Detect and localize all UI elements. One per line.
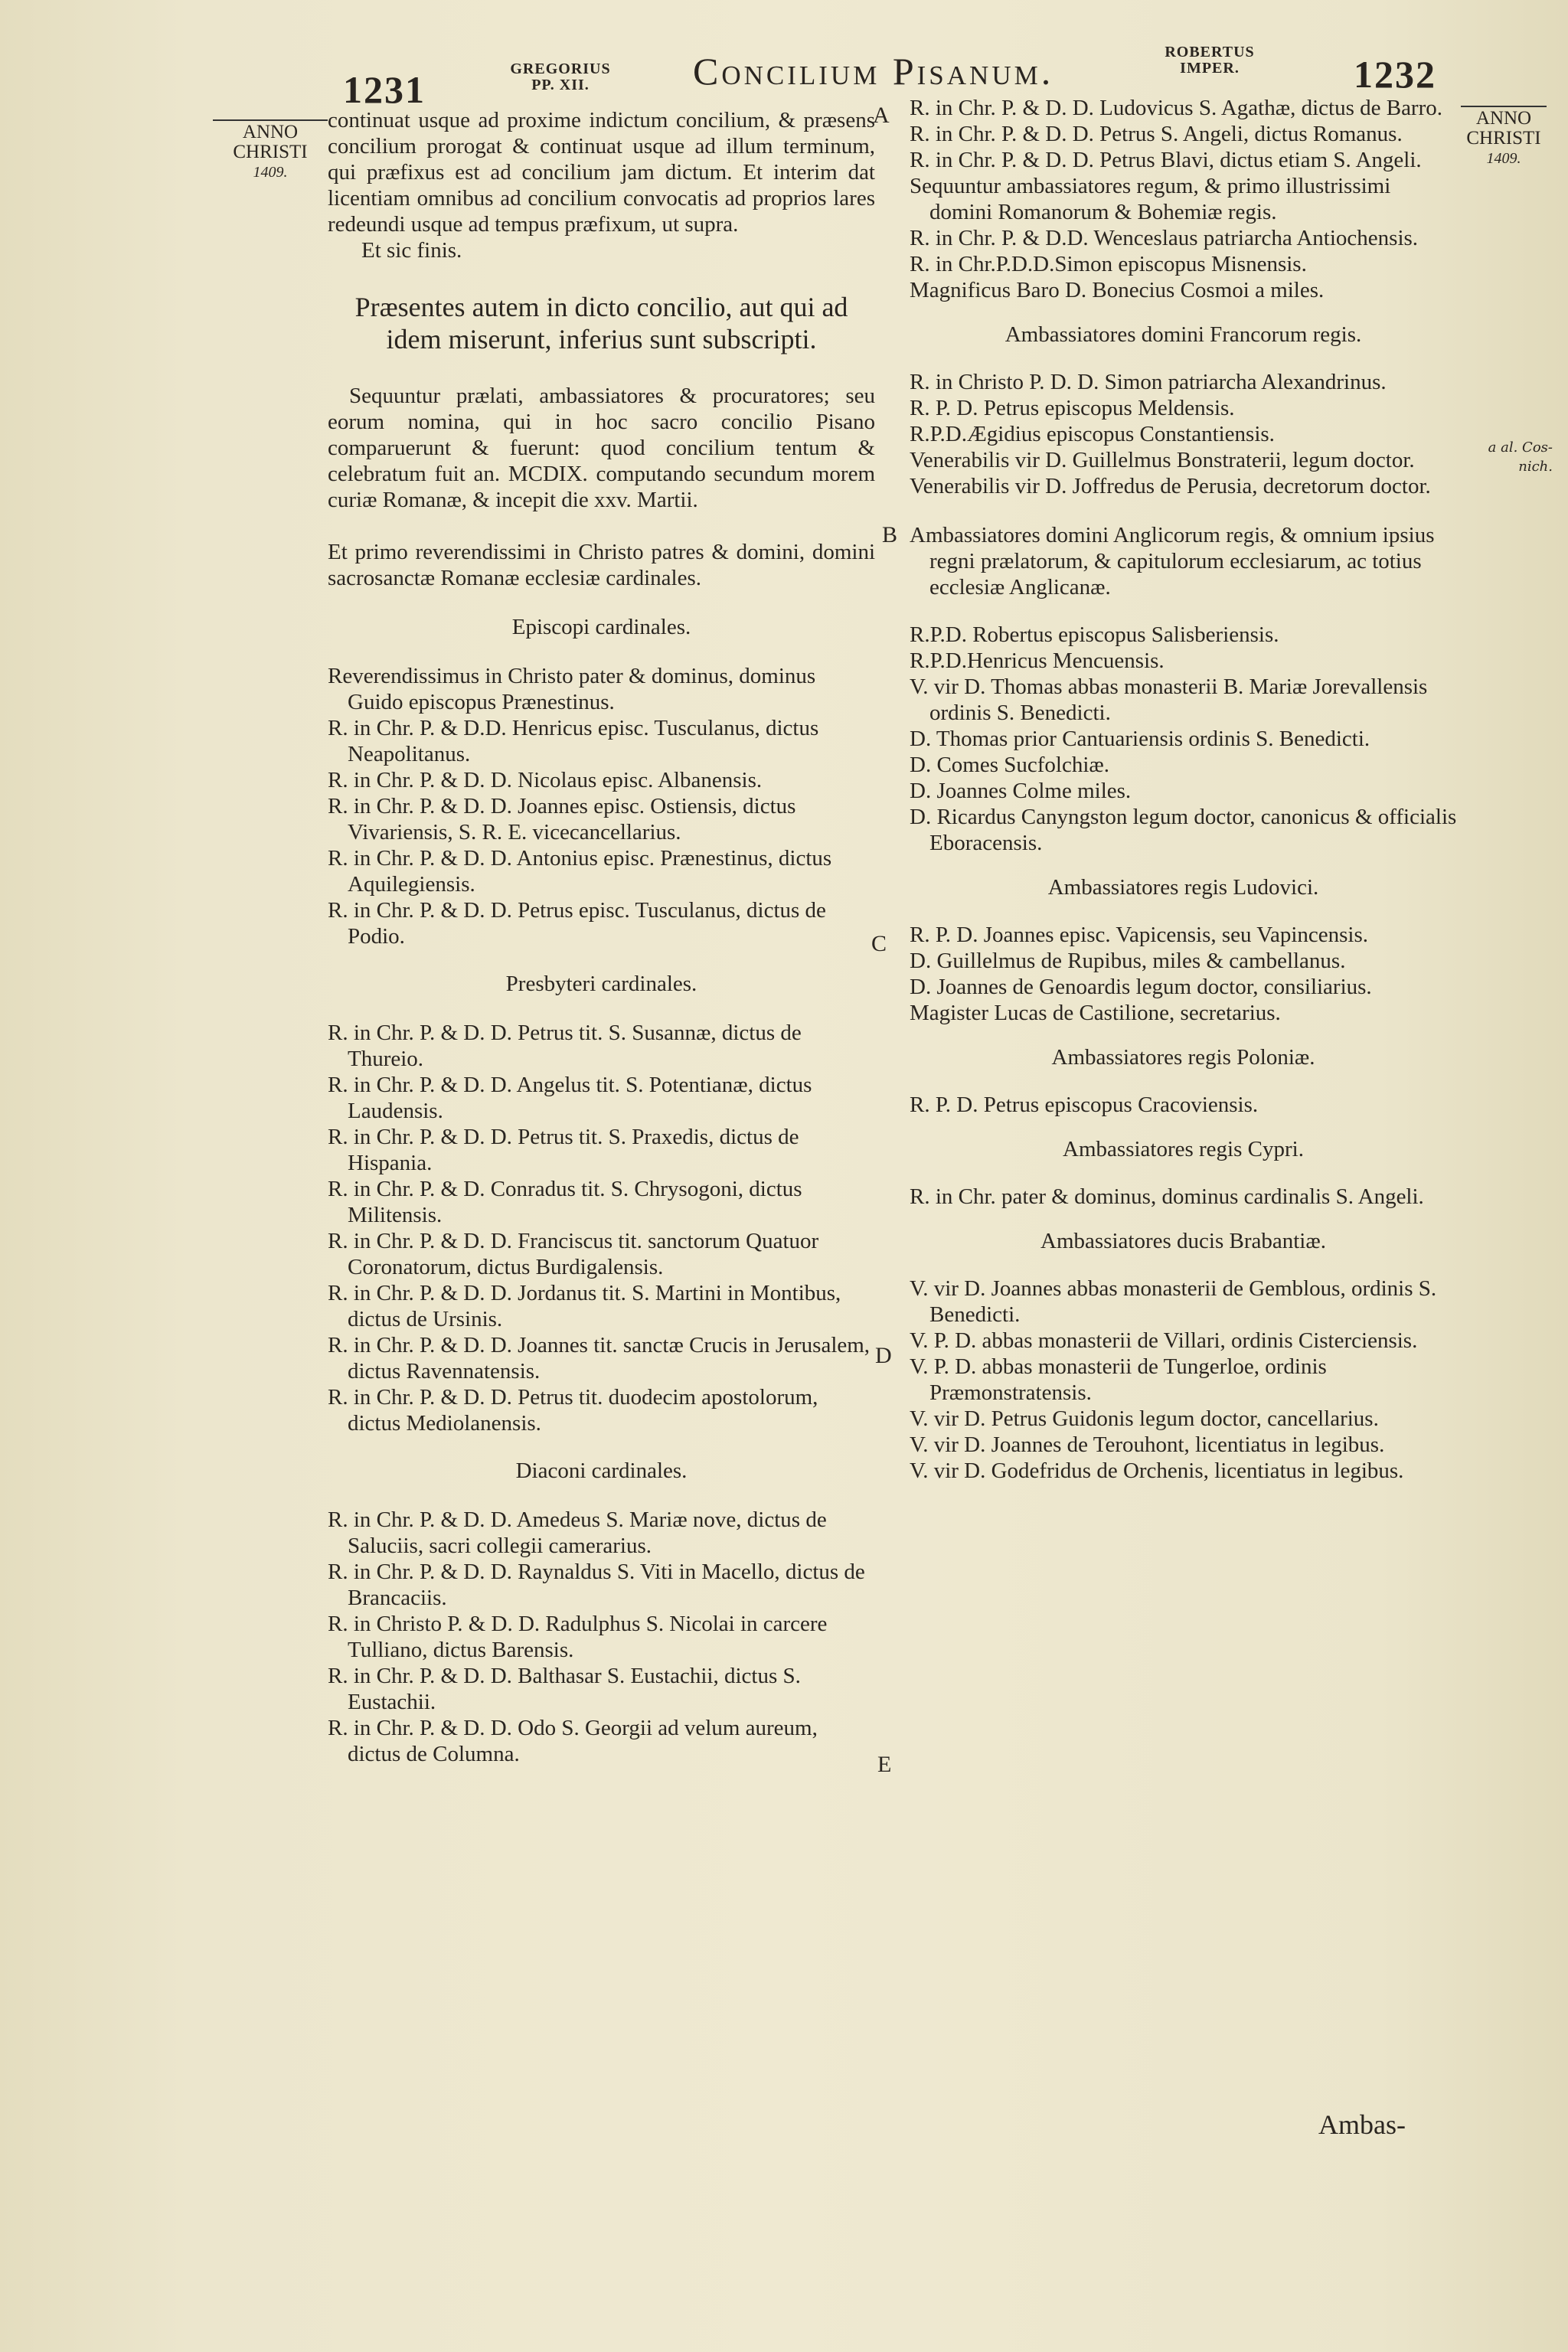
section-title: Ambassiatores domini Francorum regis. — [1004, 322, 1362, 347]
right-column — [910, 95, 1457, 1484]
list-item: R. in Chr. P. & D. D. Angelus tit. S. Potentianæ, dictus Laudensis. — [328, 1073, 812, 1123]
list-item: R. P. D. Petrus episcopus Cracoviensis. — [910, 1093, 1259, 1117]
list-item: D. Comes Sucfolchiæ. — [910, 753, 1109, 777]
running-head-right-line1: ROBERTUS — [1165, 44, 1255, 60]
list-item: R. in Chr. P. & D. D. Petrus tit. duodecim apostolorum, dictus Mediolanensis. — [328, 1385, 818, 1436]
section-title: Ambassiatores regis Cypri. — [1063, 1137, 1304, 1161]
list-item: R. in Chr. P. & D. D. Petrus Blavi, dictus etiam S. Angeli. — [910, 148, 1422, 172]
list-item: R. P. D. Joannes episc. Vapicensis, seu Vapincensis. — [910, 923, 1369, 947]
list-item: R. in Chr. P. & D.D. Wenceslaus patriarcha Antiochensis. — [910, 226, 1419, 250]
section-mark-d: D — [875, 1343, 892, 1368]
anno-label: ANNO — [1461, 106, 1547, 129]
list-item: R. in Christo P. D. D. Simon patriarcha Alexandrinus. — [910, 370, 1387, 394]
list-item: R. in Chr. pater & dominus, dominus cardinalis S. Angeli. — [910, 1184, 1424, 1209]
list-item: D. Thomas prior Cantuariensis ordinis S. Benedicti. — [910, 727, 1370, 751]
running-head-right — [1148, 44, 1271, 77]
year-label: 1409. — [1486, 150, 1521, 167]
list-item: R. in Chr. P. & D. D. Ludovicus S. Agathæ, dictus de Barro. — [910, 96, 1442, 120]
page-title: Concilium Pisanum. — [693, 50, 1054, 93]
list-item: R.P.D.Henricus Mencuensis. — [910, 648, 1165, 673]
list-item: V. vir D. Joannes de Terouhont, licentiatus in legibus. — [910, 1432, 1385, 1457]
list-item: D. Joannes Colme miles. — [910, 779, 1132, 803]
list-item: Magister Lucas de Castilione, secretarius. — [910, 1001, 1281, 1025]
section-title: Ambassiatores ducis Brabantiæ. — [1040, 1229, 1326, 1253]
list-item: D. Guillelmus de Rupibus, miles & cambellanus. — [910, 949, 1346, 973]
margin-note-line: a al. Cos- — [1488, 439, 1553, 456]
section-mark-a: A — [873, 103, 890, 128]
list-item: V. vir D. Thomas abbas monasterii B. Mariæ Jorevallensis ordinis S. Benedicti. — [910, 675, 1428, 725]
christi-label: CHRISTI — [1466, 128, 1541, 149]
list-item: R. in Chr. P. & D. D. Joannes episc. Ostiensis, dictus Vivariensis, S. R. E. vicecancellarius. — [328, 794, 796, 844]
list-item: Reverendissimus in Christo pater & dominus, dominus Guido episcopus Prænestinus. — [328, 664, 816, 714]
section-title: Episcopi cardinales. — [511, 615, 691, 639]
list-item: R.P.D. Robertus episcopus Salisberiensis. — [910, 622, 1279, 647]
list-item: R. in Chr. P. & D. D. Petrus tit. S. Susannæ, dictus de Thureio. — [328, 1021, 802, 1071]
list-item: Magnificus Baro D. Bonecius Cosmoi a miles. — [910, 278, 1325, 302]
list-item: R. in Chr. P. & D. D. Nicolaus episc. Albanensis. — [328, 768, 763, 792]
sequuntur-paragraph: Sequuntur ambassiatores regum, & primo illustrissimi domini Romanorum & Bohemiæ regis. — [910, 174, 1391, 224]
list-item: Venerabilis vir D. Guillelmus Bonstraterii, legum doctor. — [910, 448, 1415, 472]
list-item: R. in Chr. P. & D. D. Amedeus S. Mariæ nove, dictus de Saluciis, sacri collegii camerarius. — [328, 1508, 827, 1558]
section-mark-b: B — [882, 522, 898, 547]
year-label: 1409. — [253, 164, 288, 181]
list-item: R. P. D. Petrus episcopus Meldensis. — [910, 396, 1235, 420]
list-item: V. vir D. Petrus Guidonis legum doctor, cancellarius. — [910, 1406, 1379, 1431]
list-item: R.P.D.Ægidius episcopus Constantiensis. — [910, 422, 1275, 446]
list-item: R. in Chr. P. & D. Conradus tit. S. Chrysogoni, dictus Militensis. — [328, 1177, 802, 1227]
intro-paragraph: Sequuntur prælati, ambassiatores & procuratores; seu eorum nomina, qui in hoc sacro concilio Pisano comparuerunt & fuerunt: quod concilium tentum & celebratum fuit an. MCDIX. computando secundum morem curiæ Romanæ, & incepit die xxv. Martii. — [328, 384, 875, 512]
running-head-left-line2: PP. XII. — [531, 77, 590, 93]
left-column — [328, 107, 875, 1767]
margin-note-line: nich. — [1518, 459, 1553, 475]
list-item: R. in Chr. P. & D. D. Petrus tit. S. Praxedis, dictus de Hispania. — [328, 1125, 799, 1175]
section-mark-e: E — [877, 1752, 892, 1777]
page-number-left: 1231 — [343, 68, 426, 111]
running-head-left — [499, 61, 622, 93]
list-item: R. in Chr. P. & D. D. Raynaldus S. Viti in Macello, dictus de Brancaciis. — [328, 1560, 865, 1610]
list-item: V. vir D. Joannes abbas monasterii de Gemblous, ordinis S. Benedicti. — [910, 1276, 1437, 1327]
margin-note-right — [1455, 438, 1553, 476]
list-item: R. in Chr. P. & D. D. Odo S. Georgii ad velum aureum, dictus de Columna. — [328, 1716, 818, 1766]
list-item: R. in Chr. P. & D. D. Petrus episc. Tusculanus, dictus de Podio. — [328, 898, 826, 949]
list-item: R. in Chr. P. & D. D. Jordanus tit. S. Martini in Montibus, dictus de Ursinis. — [328, 1281, 841, 1331]
list-item: Venerabilis vir D. Joffredus de Perusia, decretorum doctor. — [910, 474, 1431, 498]
list-item: D. Ricardus Canyngston legum doctor, canonicus & officialis Eboracensis. — [910, 805, 1457, 855]
year-margin-left — [213, 119, 328, 182]
section-title: Ambassiatores regis Ludovici. — [1047, 875, 1319, 900]
section-title: Ambassiatores domini Anglicorum regis, & omnium ipsius regni prælatorum, & capitulorum ecclesiarum, ac totius ecclesiæ Anglicanæ. — [910, 523, 1435, 599]
page-number-right: 1232 — [1354, 53, 1436, 96]
section-title: Presbyteri cardinales. — [505, 972, 697, 996]
section-title: Ambassiatores regis Poloniæ. — [1051, 1045, 1315, 1070]
list-item: R. in Chr. P. & D. D. Balthasar S. Eustachii, dictus S. Eustachii. — [328, 1664, 801, 1714]
christi-label: CHRISTI — [233, 142, 308, 162]
list-item: R. in Christo P. & D. D. Radulphus S. Nicolai in carcere Tulliano, dictus Barensis. — [328, 1612, 828, 1662]
section-mark-c: C — [871, 931, 887, 956]
list-item: R. in Chr. P. & D.D. Henricus episc. Tusculanus, dictus Neapolitanus. — [328, 716, 819, 766]
year-margin-right — [1461, 106, 1547, 168]
list-item: D. Joannes de Genoardis legum doctor, consiliarius. — [910, 975, 1372, 999]
catchword: Ambas- — [1318, 2109, 1406, 2140]
cardinals-paragraph: Et primo reverendissimi in Christo patres & domini, domini sacrosanctæ Romanæ ecclesiæ cardinales. — [328, 540, 875, 590]
list-item: V. vir D. Godefridus de Orchenis, licentiatus in legibus. — [910, 1459, 1404, 1483]
list-item: R. in Chr.P.D.D.Simon episcopus Misnensis. — [910, 252, 1307, 276]
running-head-right-line2: IMPER. — [1180, 60, 1240, 77]
section-title: Diaconi cardinales. — [515, 1459, 688, 1483]
running-head-left-line1: GREGORIUS — [510, 60, 611, 77]
anno-label: ANNO — [213, 119, 328, 142]
subscribed-heading: Præsentes autem in dicto concilio, aut qui ad idem miserunt, inferius sunt subscripti. — [354, 292, 848, 354]
list-item: R. in Chr. P. & D. D. Franciscus tit. sanctorum Quatuor Coronatorum, dictus Burdigalensis. — [328, 1229, 819, 1279]
list-item: R. in Chr. P. & D. D. Petrus S. Angeli, dictus Romanus. — [910, 122, 1403, 146]
opening-paragraph: continuat usque ad proxime indictum concilium, & præsens concilium prorogat & continuat usque ad illum terminum, qui præfixus est ad concilium jam dictum. Et interim dat licentiam omnibus ad concilium convocatis ad proprios lares redeundi usque ad tempus præfixum, ut supra. — [328, 108, 875, 237]
list-item: R. in Chr. P. & D. D. Joannes tit. sanctæ Crucis in Jerusalem, dictus Ravennatensis. — [328, 1333, 871, 1383]
list-item: R. in Chr. P. & D. D. Antonius episc. Prænestinus, dictus Aquilegiensis. — [328, 846, 832, 897]
finis-line: Et sic finis. — [361, 238, 462, 263]
list-item: V. P. D. abbas monasterii de Tungerloe, ordinis Præmonstratensis. — [910, 1354, 1327, 1405]
list-item: V. P. D. abbas monasterii de Villari, ordinis Cisterciensis. — [910, 1328, 1418, 1353]
